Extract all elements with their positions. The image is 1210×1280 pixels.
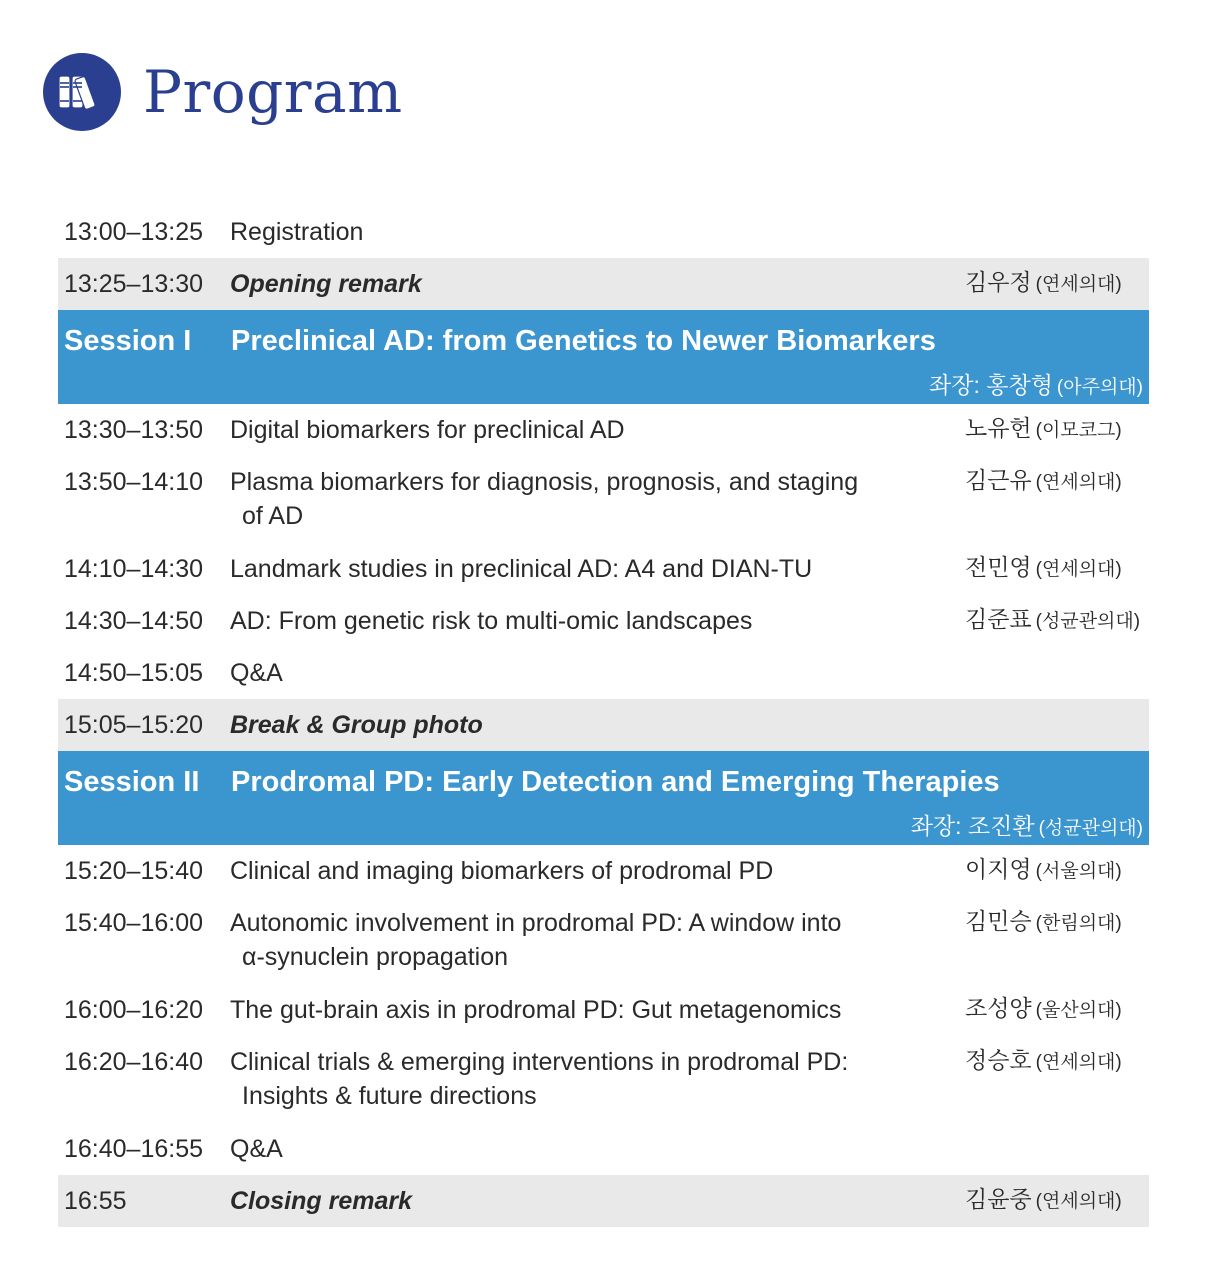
time-slot: 16:40–16:55	[64, 1135, 204, 1163]
program-row	[58, 1036, 1149, 1123]
speaker-name: 정승호	[965, 1047, 1032, 1073]
program-header	[43, 52, 403, 132]
talk-title-text: Autonomic involvement in prodromal PD: A window into	[230, 909, 842, 937]
time-slot: 13:30–13:50	[64, 416, 204, 444]
talk-title	[230, 552, 920, 586]
talk-title	[230, 1184, 920, 1218]
program-row	[58, 897, 1149, 984]
talk-title-text: Digital biomarkers for preclinical AD	[230, 416, 625, 444]
speaker-affiliation: (서울의대)	[1035, 861, 1122, 882]
program-row	[58, 404, 1149, 456]
speaker-affiliation: (연세의대)	[1035, 1191, 1122, 1212]
speaker-affiliation: (한림의대)	[1035, 913, 1122, 934]
talk-title	[230, 1045, 920, 1113]
speaker	[965, 991, 1122, 1028]
speaker	[965, 1182, 1122, 1219]
program-row	[58, 1175, 1149, 1227]
speaker-name: 전민영	[965, 554, 1032, 580]
session-chair	[929, 368, 1143, 405]
session-header	[58, 310, 1149, 404]
chair-label: 좌장:	[929, 372, 980, 398]
chair-label: 좌장:	[910, 813, 962, 839]
talk-title	[230, 215, 920, 249]
program-row	[58, 647, 1149, 699]
program-row	[58, 456, 1149, 543]
speaker	[965, 1043, 1122, 1080]
talk-title-text: Break & Group photo	[230, 711, 483, 739]
speaker-name: 김민승	[965, 908, 1032, 934]
program-row	[58, 845, 1149, 897]
talk-title-text: Plasma biomarkers for diagnosis, prognosis, and staging	[230, 468, 859, 496]
talk-title-text: The gut-brain axis in prodromal PD: Gut metagenomics	[230, 996, 842, 1024]
time-slot: 16:20–16:40	[64, 1048, 204, 1076]
chair-name: 조진환	[967, 813, 1035, 839]
speaker-affiliation: (이모코그)	[1035, 420, 1122, 441]
talk-title-text: Landmark studies in preclinical AD: A4 and DIAN-TU	[230, 555, 813, 583]
talk-title	[230, 854, 920, 888]
talk-title-continuation: Insights & future directions	[242, 1082, 537, 1110]
talk-title-text: Opening remark	[230, 270, 422, 298]
talk-title-text: Clinical trials & emerging interventions in prodromal PD:	[230, 1048, 849, 1076]
talk-title-continuation: α-synuclein propagation	[242, 943, 509, 971]
time-slot: 14:30–14:50	[64, 607, 204, 635]
talk-title	[230, 267, 920, 301]
speaker-name: 김준표	[965, 606, 1032, 632]
talk-title	[230, 465, 920, 533]
program-row	[58, 258, 1149, 310]
talk-title-text: Clinical and imaging biomarkers of prodromal PD	[230, 857, 774, 885]
time-slot: 15:40–16:00	[64, 909, 204, 937]
speaker	[965, 411, 1122, 448]
talk-title	[230, 413, 920, 447]
speaker-affiliation: (성균관의대)	[1035, 611, 1141, 632]
talk-title-text: Q&A	[230, 659, 283, 687]
speaker-affiliation: (울산의대)	[1035, 1000, 1122, 1021]
talk-title	[230, 604, 920, 638]
speaker	[965, 602, 1140, 639]
time-slot: 13:00–13:25	[64, 218, 204, 246]
time-slot: 15:05–15:20	[64, 711, 204, 739]
session-title: Preclinical AD: from Genetics to Newer Biomarkers	[231, 325, 936, 357]
speaker	[965, 904, 1122, 941]
speaker-affiliation: (연세의대)	[1035, 274, 1122, 295]
program-row	[58, 206, 1149, 258]
speaker-name: 김우정	[965, 269, 1032, 295]
session-header	[58, 751, 1149, 845]
time-slot: 16:00–16:20	[64, 996, 204, 1024]
chair-affiliation: (성균관의대)	[1038, 818, 1143, 839]
talk-title-text: AD: From genetic risk to multi-omic landscapes	[230, 607, 753, 635]
talk-title	[230, 656, 920, 690]
talk-title	[230, 708, 920, 742]
session-label: Session II	[64, 766, 200, 798]
program-row	[58, 699, 1149, 751]
speaker-affiliation: (연세의대)	[1035, 472, 1122, 493]
speaker-affiliation: (연세의대)	[1035, 1052, 1122, 1073]
talk-title-text: Registration	[230, 218, 364, 246]
page-title: Program	[143, 58, 403, 126]
books-icon	[43, 53, 121, 131]
speaker	[965, 265, 1122, 302]
program-row	[58, 543, 1149, 595]
time-slot: 14:50–15:05	[64, 659, 204, 687]
speaker-affiliation: (연세의대)	[1035, 559, 1122, 580]
session-title: Prodromal PD: Early Detection and Emerging Therapies	[231, 766, 1000, 798]
session-chair	[911, 809, 1143, 846]
speaker-name: 이지영	[965, 856, 1032, 882]
speaker	[965, 852, 1122, 889]
talk-title	[230, 993, 920, 1027]
time-slot: 14:10–14:30	[64, 555, 204, 583]
speaker-name: 김근유	[965, 467, 1032, 493]
chair-affiliation: (아주의대)	[1056, 377, 1143, 398]
talk-title-continuation: of AD	[242, 502, 304, 530]
speaker-name: 김윤중	[965, 1186, 1032, 1212]
speaker-name: 조성양	[965, 995, 1032, 1021]
chair-name: 홍창형	[986, 372, 1053, 398]
time-slot: 16:55	[64, 1187, 127, 1215]
program-row	[58, 984, 1149, 1036]
talk-title-text: Q&A	[230, 1135, 283, 1163]
session-label: Session I	[64, 325, 192, 357]
time-slot: 13:25–13:30	[64, 270, 204, 298]
talk-title-text: Closing remark	[230, 1187, 413, 1215]
time-slot: 13:50–14:10	[64, 468, 204, 496]
talk-title	[230, 906, 920, 974]
program-row	[58, 595, 1149, 647]
program-table	[58, 206, 1149, 1227]
time-slot: 15:20–15:40	[64, 857, 204, 885]
program-row	[58, 1123, 1149, 1175]
speaker	[965, 550, 1122, 587]
speaker	[965, 463, 1122, 500]
speaker-name: 노유헌	[965, 415, 1032, 441]
talk-title	[230, 1132, 920, 1166]
